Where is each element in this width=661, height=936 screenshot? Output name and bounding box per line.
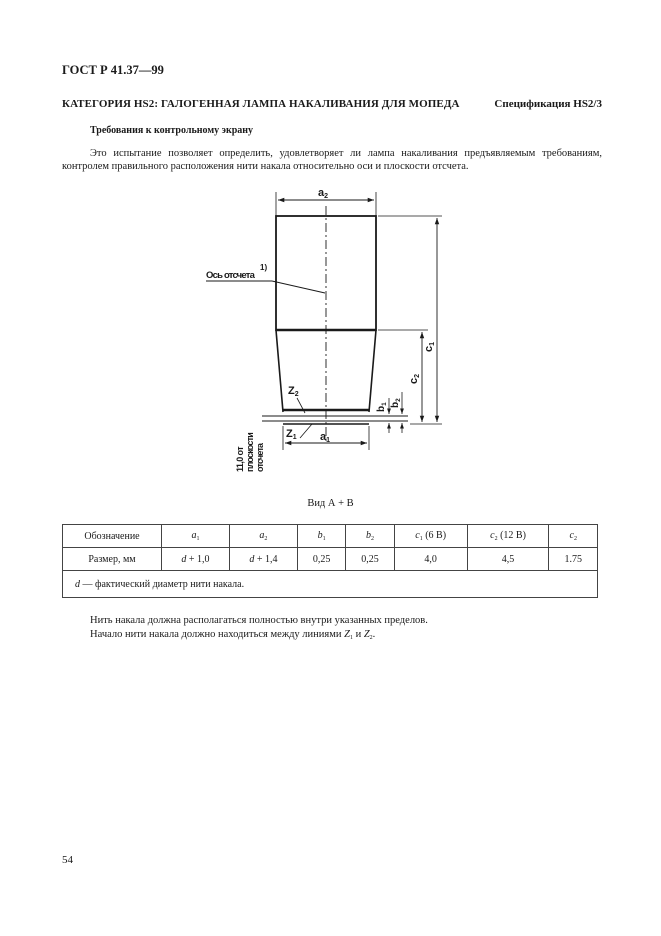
table-note-row bbox=[63, 571, 598, 598]
value-cell: 0,25 bbox=[346, 548, 394, 571]
header-cell: $c_2$ bbox=[549, 525, 598, 548]
dimensions-table bbox=[62, 524, 598, 598]
header-cell: $b_1$ bbox=[297, 525, 345, 548]
a1-label: a1 bbox=[320, 431, 331, 444]
footer-line-2: Начало нити накала должно находиться между линиями Z1 и Z2. bbox=[90, 629, 376, 641]
specification-label: Спецификация HS2/3 bbox=[494, 98, 602, 110]
value-cell: 0,25 bbox=[297, 548, 345, 571]
plane-label-line1: 11,0 от bbox=[235, 446, 245, 472]
section-title: Требования к контрольному экрану bbox=[90, 125, 254, 136]
header-cell: $b_2$ bbox=[346, 525, 394, 548]
header-cell: $a_2$ bbox=[229, 525, 297, 548]
axis-label: Ось отсчета bbox=[206, 270, 255, 281]
table-row bbox=[63, 548, 598, 571]
footer-line-1: Нить накала должна располагаться полностью внутри указанных пределов. bbox=[90, 615, 428, 626]
b1-label: $b_1$ bbox=[376, 402, 388, 412]
plane-label-line2: плоскости bbox=[245, 433, 255, 472]
b2-label: $b_2$ bbox=[390, 398, 402, 408]
standard-number: ГОСТ Р 41.37—99 bbox=[62, 63, 164, 77]
plane-label-line3: отсчета bbox=[255, 443, 265, 472]
z1-label: Z1 bbox=[286, 428, 297, 441]
header-cell: $c_2$ (12 В) bbox=[467, 525, 549, 548]
value-cell: d + 1,0 bbox=[162, 548, 230, 571]
z2-label: Z2 bbox=[288, 385, 299, 398]
table-note: d — фактический диаметр нити накала. bbox=[63, 571, 598, 598]
intro-paragraph: Это испытание позволяет определить, удовлетворяет ли лампа накаливания предъявляемым требованиям, контролем правильного расположения нити накала относительно оси и плоскости отсчета. bbox=[62, 148, 602, 172]
category-title: КАТЕГОРИЯ HS2: ГАЛОГЕННАЯ ЛАМПА НАКАЛИВАНИЯ ДЛЯ МОПЕДА bbox=[62, 98, 460, 110]
header-cell: $c_1$ (6 В) bbox=[394, 525, 467, 548]
value-cell: 4,5 bbox=[467, 548, 549, 571]
value-cell: 4,0 bbox=[394, 548, 467, 571]
a2-label: a2 bbox=[318, 187, 329, 200]
value-cell: 1.75 bbox=[549, 548, 598, 571]
row-label: Размер, мм bbox=[63, 548, 162, 571]
value-cell: d + 1,4 bbox=[229, 548, 297, 571]
axis-footnote-mark: 1) bbox=[260, 263, 268, 272]
screen-taper-left bbox=[276, 330, 283, 412]
c2-label: c2 bbox=[408, 373, 421, 384]
screen-taper-right bbox=[369, 330, 376, 412]
c1-label: c1 bbox=[423, 341, 436, 352]
page-number: 54 bbox=[62, 854, 73, 866]
view-caption: Вид А + В bbox=[307, 498, 354, 509]
header-cell: $a_1$ bbox=[162, 525, 230, 548]
header-label: Обозначение bbox=[63, 525, 162, 548]
table-header-row bbox=[63, 525, 598, 548]
